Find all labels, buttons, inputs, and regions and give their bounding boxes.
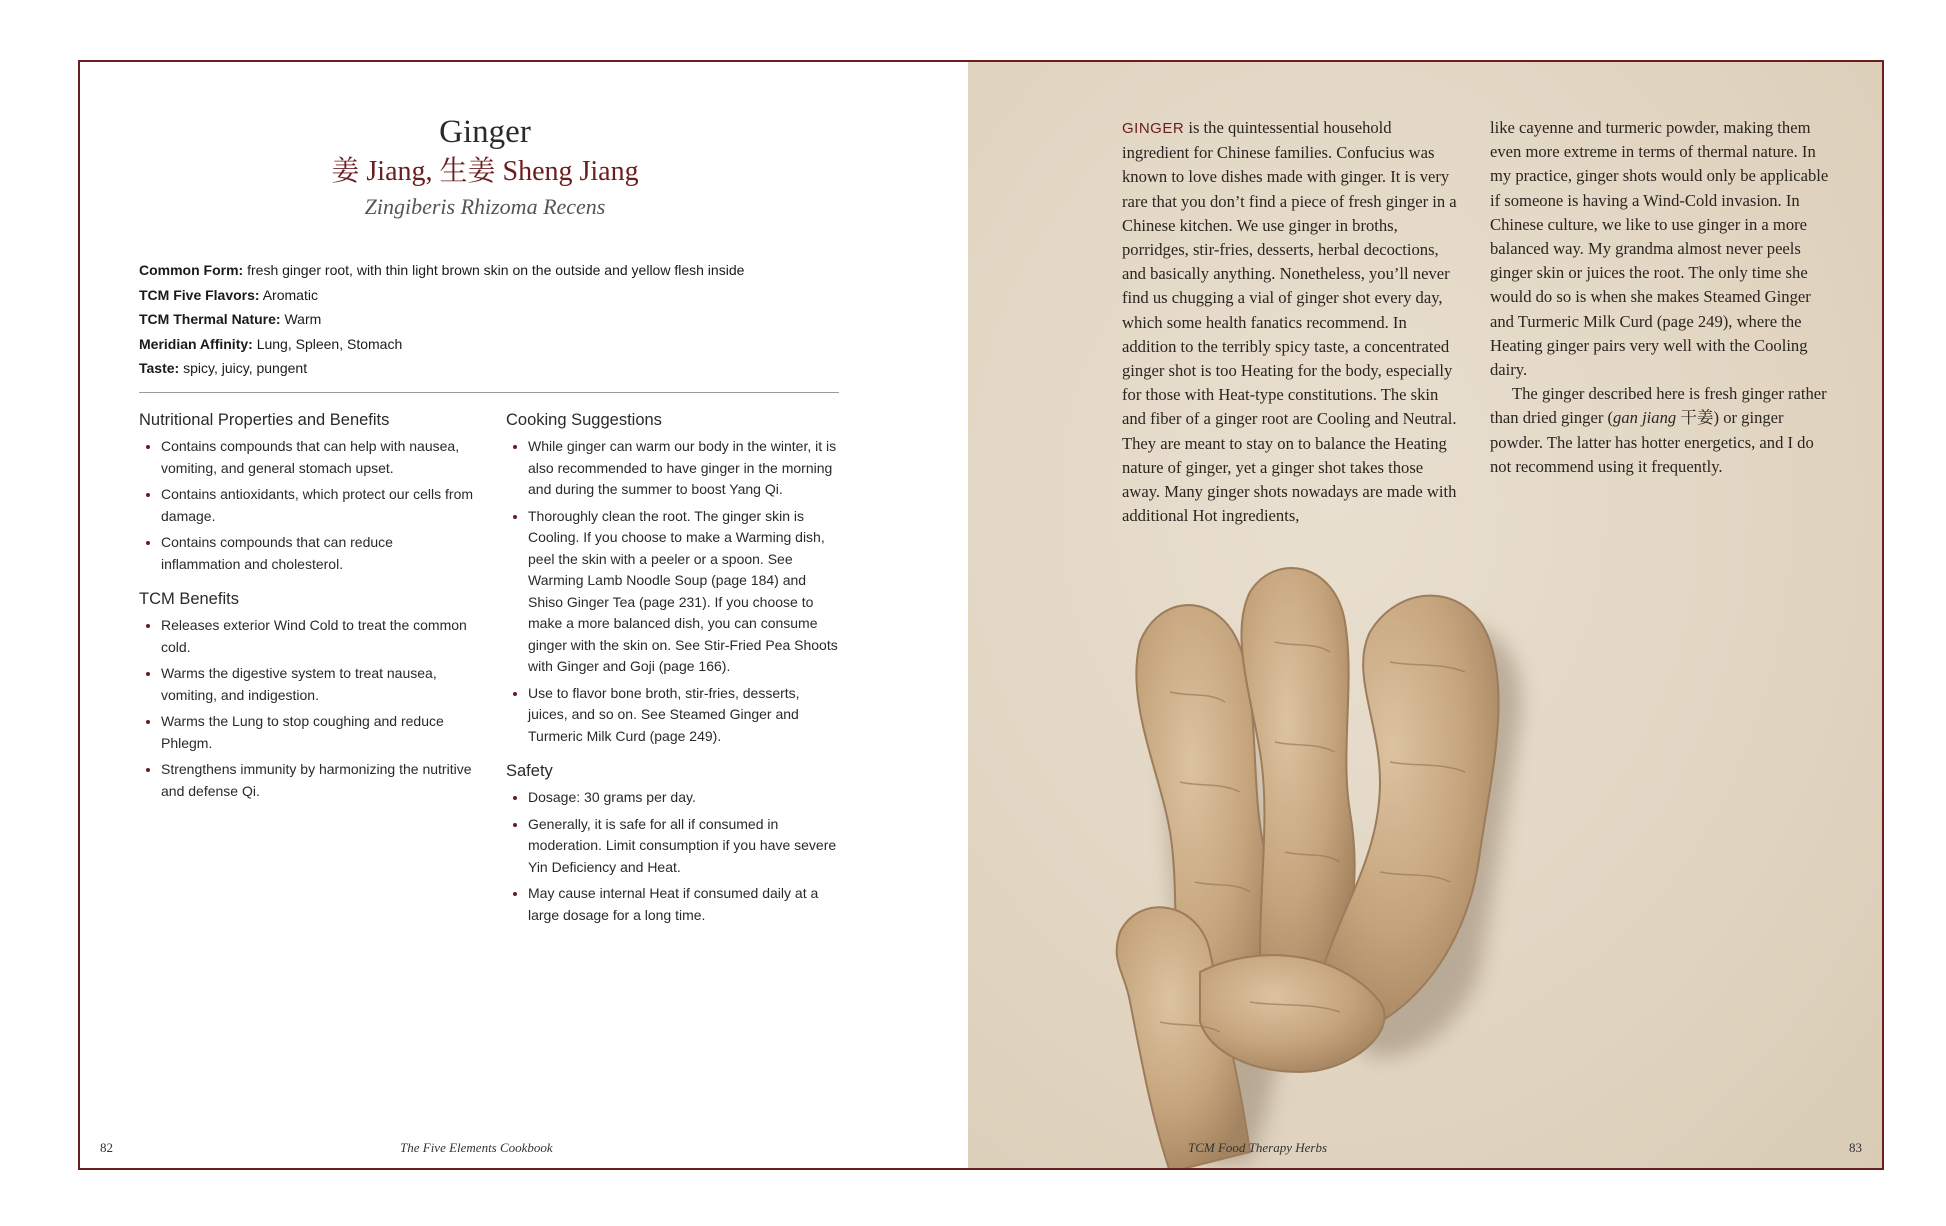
list-item: • May cause internal Heat if consumed daily at a large dosage for a long time. <box>528 883 841 926</box>
fact-thermal-nature: TCM Thermal Nature: Warm <box>139 311 322 327</box>
right-column <box>506 408 841 938</box>
chapter-title-footer: TCM Food Therapy Herbs <box>1188 1140 1328 1155</box>
ginger-root-photo <box>1100 552 1660 1170</box>
herb-facts <box>139 258 899 381</box>
list-item: • Warms the Lung to stop coughing and reduce Phlegm. <box>161 711 474 754</box>
fact-common-form: Common Form: fresh ginger root, with thin light brown skin on the outside and yellow flesh inside <box>139 262 745 278</box>
title-block <box>80 112 890 222</box>
essay-paragraph: GINGER is the quintessential household ingredient for Chinese families. Confucius was known to love dishes made with ginger. It is very rare that you don’t find a piece of fresh ginger in a Chinese kitchen. We use ginger in broths, porridges, stir-fries, desserts, herbal decoctions, and basically anything. Nonetheless, you’ll never find us chugging a vial of ginger shot every day, which some health fanatics recommend. In addition to the terribly spicy taste, a concentrated ginger shot is too Heating for the body, especially for those with Heat-type constitutions. The skin and fiber of a ginger root are Cooling and Neutral. They are meant to stay on to balance the Heating nature of ginger, yet a ginger shot takes those away. Many ginger shots nowadays are made with additional Hot ingredients, <box>1122 118 1457 526</box>
safety-list <box>506 787 841 926</box>
left-page <box>80 62 968 1168</box>
list-item: • Generally, it is safe for all if consumed in moderation. Limit consumption if you have severe Yin Deficiency and Heat. <box>528 814 841 879</box>
nutritional-list <box>139 436 474 575</box>
list-item: • Dosage: 30 grams per day. <box>528 787 841 809</box>
list-item: • While ginger can warm our body in the winter, it is also recommended to have ginger in the morning and during the summer to boost Yang Qi. <box>528 436 841 501</box>
fact-meridian-affinity: Meridian Affinity: Lung, Spleen, Stomach <box>139 335 403 352</box>
list-item: • Releases exterior Wind Cold to treat the common cold. <box>161 615 474 658</box>
left-column <box>139 408 474 814</box>
lead-word: GINGER <box>1122 120 1185 137</box>
herb-chinese-name: 姜 Jiang, 生姜 Sheng Jiang <box>331 156 639 187</box>
essay-paragraph: The ginger described here is fresh ginger rather than dried ginger (gan jiang 干姜) or ginger powder. The latter has hotter energetics, and I do not recommend using it frequently. <box>1490 384 1827 476</box>
book-title-footer: The Five Elements Cookbook <box>400 1140 553 1155</box>
cooking-list <box>506 436 841 747</box>
fact-five-flavors: TCM Five Flavors: Aromatic <box>139 286 318 303</box>
list-item: • Use to flavor bone broth, stir-fries, desserts, juices, and so on. See Steamed Ginger and Turmeric Milk Curd (page 249). <box>528 683 841 748</box>
tcm-benefits-heading: TCM Benefits <box>139 590 239 608</box>
list-item: • Contains antioxidants, which protect our cells from damage. <box>161 484 474 527</box>
list-item: • Thoroughly clean the root. The ginger skin is Cooling. If you choose to make a Warming dish, peel the skin with a peeler or a spoon. See Warming Lamb Noodle Soup (page 184) and Shiso Ginger Tea (page 231). If you choose to make a more balanced dish, you can consume ginger with the skin on. See Stir-Fried Pea Shoots with Ginger and Goji (page 166). <box>528 506 841 678</box>
list-item: • Contains compounds that can help with nausea, vomiting, and general stomach upset. <box>161 436 474 479</box>
fact-taste: Taste: spicy, juicy, pungent <box>139 360 308 376</box>
list-item: • Warms the digestive system to treat nausea, vomiting, and indigestion. <box>161 663 474 706</box>
essay-column-1 <box>1122 116 1462 528</box>
section-divider <box>139 392 839 393</box>
herb-title: Ginger <box>439 114 531 150</box>
left-page-number: 82 <box>100 1140 113 1155</box>
list-item: • Strengthens immunity by harmonizing the nutritive and defense Qi. <box>161 759 474 802</box>
book-spread-content <box>78 60 1884 1170</box>
herb-latin-name: Zingiberis Rhizoma Recens <box>364 194 606 219</box>
tcm-benefits-list <box>139 615 474 802</box>
right-page-number: 83 <box>1849 1140 1862 1155</box>
safety-heading: Safety <box>506 762 553 780</box>
essay-column-2 <box>1490 116 1830 479</box>
nutritional-heading: Nutritional Properties and Benefits <box>139 411 390 429</box>
list-item: • Contains compounds that can reduce inflammation and cholesterol. <box>161 532 474 575</box>
cooking-heading: Cooking Suggestions <box>506 411 662 429</box>
essay-paragraph: like cayenne and turmeric powder, making them even more extreme in terms of thermal nature. In my practice, ginger shots would only be applicable if someone is having a Wind-Cold invasion. In Chinese culture, we like to use ginger in a more balanced way. My grandma almost never peels ginger skin or juices the root. The only time she would do so is when she makes Steamed Ginger and Turmeric Milk Curd (page 249), where the Heating ginger pairs very well with the Cooling dairy. <box>1490 118 1829 380</box>
